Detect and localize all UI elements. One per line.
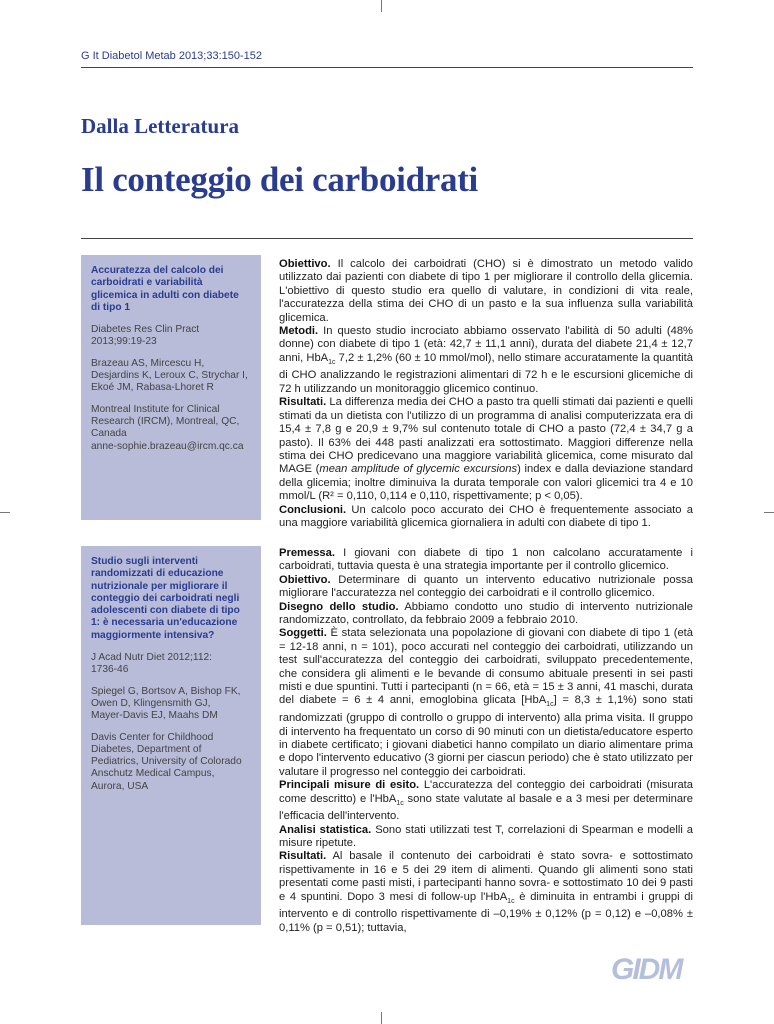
- sidebar-affiliation: Davis Center for Childhood Diabetes, Department of Pediatrics, University of Colorado Anschutz Medical Campus, Aurora, USA: [91, 731, 242, 792]
- abstract-paragraph: [279, 627, 693, 779]
- abstract-paragraph: [279, 574, 693, 601]
- stats-text: Sono stati utilizzati test T, correlazioni di Spearman e modelli a misure ripetute.: [279, 823, 694, 849]
- journal-logo: GIDM: [611, 953, 682, 986]
- results-label: Risultati.: [279, 396, 327, 409]
- abstract-paragraph: [279, 396, 693, 503]
- sidebar-citation: J Acad Nutr Diet 2012;112: 1736-46: [91, 652, 212, 676]
- objective-label: Obiettivo.: [279, 258, 331, 270]
- subscript: 1c: [328, 359, 336, 367]
- abstract-paragraph: [279, 258, 693, 325]
- abstract-paragraph: [279, 824, 693, 851]
- article-2-abstract: [279, 547, 693, 935]
- sidebar-authors: Brazeau AS, Mircescu H, Desjardins K, Leroux C, Strychar I, Ekoé JM, Rabasa-Lhoret R: [91, 357, 248, 394]
- article-1-abstract: [279, 258, 693, 530]
- article-title: Il conteggio dei carboidrati: [81, 160, 478, 199]
- abstract-paragraph: [279, 504, 693, 531]
- subjects-label: Soggetti.: [279, 627, 327, 640]
- subjects-text: È stata selezionata una popolazione di giovani con diabete di tipo 1 (età = 12-18 anni, n = 101), poco accurati nel conteggio dei carboidrati, utilizzando un test sull'accuratezza del conteggio dei carboidrati, sviluppato precedentemente, che considera gli alimenti e le bevande di consumo abituale presenti in sei pasti misti e due spuntini. Tutti i partecipanti (n = 66, età = 15 ± 3 anni, 41 maschi, durata del diabete = 6 ± 4 anni, emoglobina glicata [HbA: [279, 627, 693, 707]
- subscript: 1c: [507, 897, 515, 905]
- crop-mark: [764, 512, 774, 513]
- article-2-sidebar: [81, 546, 261, 925]
- conclusions-label: Conclusioni.: [279, 503, 347, 516]
- crop-mark: [0, 512, 10, 513]
- stats-label: Analisi statistica.: [279, 823, 372, 836]
- subjects-text: ] = 8,3 ± 1,1%) sono stati randomizzati (gruppo di controllo o gruppo di intervento) alla prima visita. Il gruppo di intervento ha frequentato un corso di 90 minuti con un dietista/educatore esperto in diabete certificato; i giovani diabetici hanno compilato un diario alimentare prima e dopo l'intervento educativo (3 giorni per ciascun periodo) che è stato utilizzato per valutare il progresso nel conteggio dei carboidrati.: [279, 694, 693, 778]
- header-divider: [81, 67, 693, 68]
- outcomes-text: sono state valutate al basale e a 3 mesi per determinare l'efficacia dell'intervento.: [279, 792, 694, 823]
- methods-label: Metodi.: [279, 325, 319, 338]
- results-text: è diminuita in entrambi i gruppi di intervento e di controllo rispettivamente di –0,19% ± 0,12% (p = 0,12) e –0,08% ± 0,11% (p = 0,51); tuttavia,: [279, 890, 693, 934]
- objective-text: Determinare di quanto un intervento educativo nutrizionale possa migliorare l'accuratezza nel conteggio dei carboidrati e il controllo glicemico.: [279, 573, 693, 600]
- crop-mark: [381, 0, 382, 12]
- abstract-paragraph: [279, 601, 693, 628]
- conclusions-text: Un calcolo poco accurato dei CHO è frequentemente associato a una maggiore variabilità glicemica giornaliera in adulti con diabete di tipo 1.: [279, 503, 693, 529]
- results-text: La differenza media dei CHO a pasto tra quelli stimati dai pazienti e quelli stimati da un dietista con l'utilizzo di un programma di analisi computerizzata era di 15,4 ± 7,8 g e 20,9 ± 9,7% sul contenuto totale di CHO a pasto (72,4 ± 34,7 g a pasto). Il 63% dei 448 pasti analizzati era sottostimato. Maggiori differenze nella stima dei CHO predicevano una maggiore variabilità glicemica, come misurato dal MAGE (: [279, 396, 693, 476]
- results-text: ) index e dalla deviazione standard della glicemia; inoltre diminuiva la durata temporale con valori glicemici tra 4 e 10 mmol/L (R² = 0,110, 0,114 e 0,110, rispettivamente; p < 0,05).: [279, 463, 693, 503]
- premise-label: Premessa.: [279, 547, 335, 559]
- methods-text: In questo studio incrociato abbiamo osservato l'abilità di 50 adulti (48% donne) con diabete di tipo 1 (età: 42,7 ± 11,1 anni), durata del diabete 21,4 ± 12,7 anni, HbA: [279, 325, 693, 364]
- abstract-paragraph: [279, 325, 693, 396]
- abstract-paragraph: [279, 547, 693, 574]
- subscript: 1c: [546, 701, 554, 709]
- objective-text: Il calcolo dei carboidrati (CHO) si è dimostrato un metodo valido utilizzato dai pazienti con diabete di tipo 1 per migliorare il controllo della glicemia. L'obiettivo di questo studio era quello di valutare, in condizioni di vita reale, l'accuratezza della stima dei CHO di un pasto e la sua influenza sulla variabilità glicemica.: [279, 258, 693, 324]
- subscript: 1c: [396, 799, 404, 807]
- objective-label: Obiettivo.: [279, 573, 331, 586]
- sidebar-title: Accuratezza del calcolo dei carboidrati e variabilità glicemica in adulti con diabete di tipo 1: [91, 265, 239, 313]
- sidebar-authors: Spiegel G, Bortsov A, Bishop FK, Owen D, Klingensmith GJ, Mayer-Davis EJ, Maahs DM: [91, 685, 241, 722]
- methods-text: 7,2 ± 1,2% (60 ± 10 mmol/mol), nello stimare accuratamente la quantità di CHO analizzando le registrazioni alimentari di 72 h e le escursioni glicemiche di 72 h utilizzando un monitoraggio glicemico continuo.: [279, 351, 693, 395]
- article-1-sidebar: [81, 255, 261, 520]
- premise-text: I giovani con diabete di tipo 1 non calcolano accuratamente i carboidrati, tuttavia questa è una strategia importante per il controllo glicemico.: [279, 547, 693, 573]
- sidebar-citation: Diabetes Res Clin Pract 2013;99:19-23: [91, 324, 200, 348]
- sidebar-title: Studio sugli interventi randomizzati di educazione nutrizionale per migliorare il conteggio dei carboidrati negli adolescenti con diabete di tipo 1: è necessaria un'educazione maggiormente intensiva?: [91, 556, 240, 641]
- design-label: Disegno dello studio.: [279, 600, 399, 613]
- title-divider: [81, 238, 693, 239]
- crop-mark: [381, 1012, 382, 1024]
- journal-reference: G It Diabetol Metab 2013;33:150-152: [81, 50, 263, 62]
- outcomes-text: L'accuratezza del conteggio dei carboidrati (misurata come descritto) e l'HbA: [279, 779, 693, 805]
- abstract-paragraph: [279, 850, 693, 935]
- outcomes-label: Principali misure di esito.: [279, 779, 420, 792]
- abstract-paragraph: [279, 779, 693, 823]
- results-label: Risultati.: [279, 850, 327, 863]
- results-text: Al basale il contenuto dei carboidrati è stato sovra- e sottostimato rispettivamente in 16 e 5 dei 29 item di alimenti. Quando gli alimenti sono stati presentati come pasti misti, i partecipanti hanno sovra- e sottostimato 10 dei 9 pasti e 4 spuntini. Dopo 3 mesi di follow-up l'HbA: [279, 850, 693, 903]
- results-italic: mean amplitude of glycemic excursions: [319, 463, 518, 476]
- sidebar-affiliation: Montreal Institute for Clinical Research (IRCM), Montreal, QC, Canada anne-sophie.brazeau@ircm.qc.ca: [91, 403, 244, 452]
- design-text: Abbiamo condotto uno studio di intervento nutrizionale randomizzato, controllato, da febbraio 2009 a febbraio 2010.: [279, 600, 693, 627]
- section-title: Dalla Letteratura: [81, 114, 240, 138]
